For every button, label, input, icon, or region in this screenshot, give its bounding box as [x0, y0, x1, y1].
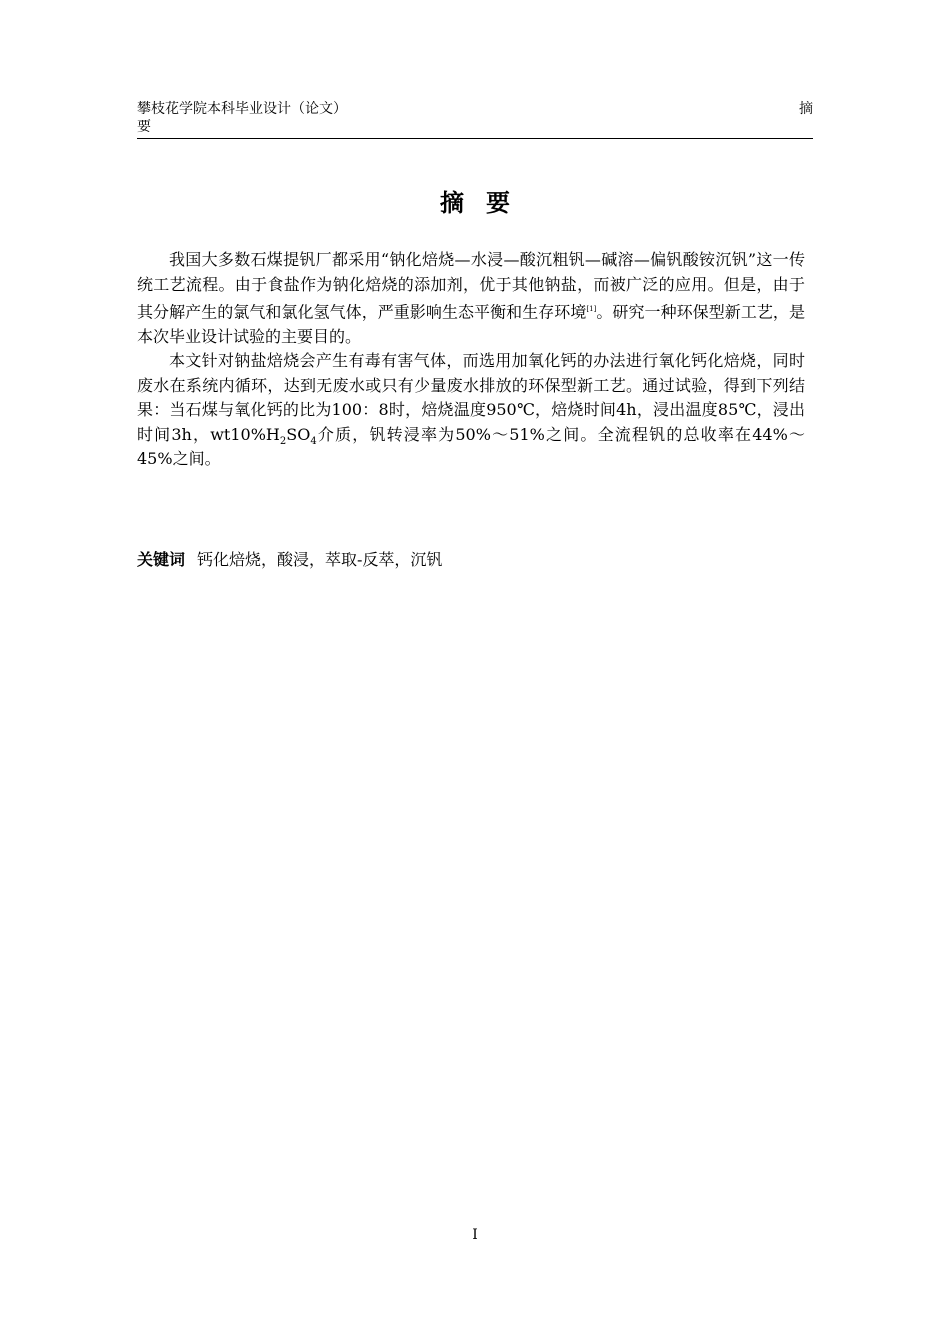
- p1-text-end: 。研究一种环保型新工艺，是本次毕业设计试验的主要目的。: [137, 302, 805, 346]
- p1-text: 我国大多数石煤提钒厂都采用“钠化焙烧—水浸—酸沉粗钒—碱溶—偏钒酸铵沉钒”这一传统工艺流程。由于食盐作为钠化焙烧的添加剂，优于其他钠盐，而被广泛的应用。但是，由于其分解产生的氯气和氯化氢气体，严重影响生态平衡和生存环境: [137, 250, 805, 322]
- page-title: 摘要: [440, 189, 532, 217]
- p2-text-2: SO: [286, 424, 311, 444]
- header-school-thesis: 攀枝花学院本科毕业设计（论文）: [137, 101, 347, 117]
- page-header: [137, 100, 813, 139]
- p2-text-1: 本文针对钠盐焙烧会产生有毒有害气体，而选用加氧化钙的办法进行氧化钙化焙烧，同时废水在系统内循环，达到无废水或只有少量废水排放的环保型新工艺。通过试验，得到下列结果：当石煤与氧化钙的比为100：8时，焙烧温度950℃，焙烧时间4h，浸出温度85℃，浸出时间3h，wt10%H: [137, 351, 805, 444]
- header-left: [137, 100, 437, 136]
- page-number: I: [472, 1227, 478, 1243]
- h2-subscript: 2: [279, 436, 287, 448]
- abstract-paragraph-1: [137, 248, 805, 349]
- p2-text-3: 介质，钒转浸率为50%～51%之间。全流程钒的总收率在44%～45%之间。: [137, 424, 805, 469]
- keywords-text: 钙化焙烧，酸浸，萃取-反萃，沉钒: [197, 550, 443, 569]
- header-section: 摘: [799, 101, 813, 117]
- header-wrap-char: 要: [137, 119, 151, 135]
- citation-1: [1]: [586, 305, 597, 313]
- abstract-paragraph-2: [137, 349, 805, 472]
- keywords-line: [137, 548, 813, 572]
- o4-subscript: 4: [310, 436, 317, 448]
- abstract-body: [137, 248, 805, 472]
- keywords-label: 关键词: [137, 550, 186, 569]
